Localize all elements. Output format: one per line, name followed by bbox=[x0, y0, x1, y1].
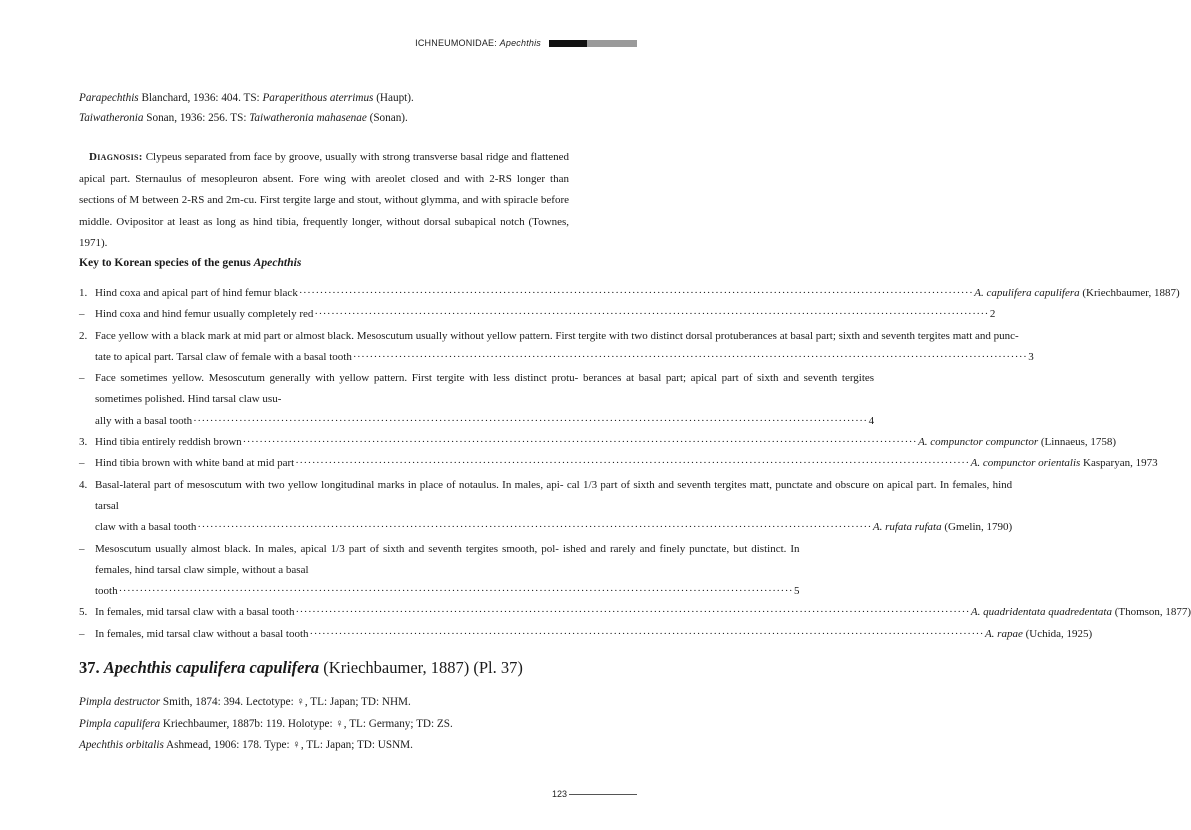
page-number: 123 bbox=[552, 789, 568, 799]
key-couplet: 4. Basal-lateral part of mesoscutum with two yellow longitudinal marks in place of notaulus. In males, api- cal 1/3 part of sixth and seventh tergites matt, punctate and obscure on apical part. In females, hind tarsal claw with a basal tooth ····· A. rufata rufata (Gmelin, 1790) bbox=[79, 475, 569, 539]
synonym-list-bottom bbox=[79, 692, 569, 757]
diagnosis-label: Diagnosis: bbox=[89, 151, 143, 163]
key-couplet: – Mesoscutum usually almost black. In males, apical 1/3 part of sixth and seventh tergites smooth, pol- ished and rarely and finely punctate, but distinct. In females, hind tarsal claw simple, without a basal tooth ····· 5 bbox=[79, 539, 569, 603]
synonym-line: Pimpla destructor Smith, 1874: 394. Lectotype: ♀, TL: Japan; TD: NHM. bbox=[79, 696, 411, 708]
key-title: Key to Korean species of the genus Apechthis bbox=[79, 256, 302, 269]
footer-rule bbox=[569, 794, 637, 795]
diagnosis-text: Clypeus separated from face by groove, usually with strong transverse basal ridge and flattened apical part. Sternaulus of mesopleuron absent. Fore wing with areolet closed and with 2-RS longer than sections of M between 2-RS and 2m-cu. First tergite large and stout, without glymma, and with spiracle before middle. Ovipositor at least as long as hind tibia, frequently longer, without dorsal subapical notch (Townes, 1971). bbox=[79, 151, 569, 250]
key-couplet: – In females, mid tarsal claw without a basal tooth ····· A. rapae (Uchida, 1925) bbox=[79, 624, 569, 645]
identification-key bbox=[79, 283, 1191, 645]
synonym-line: Taiwatheronia Sonan, 1936: 256. TS: Taiwatheronia mahasenae (Sonan). bbox=[79, 112, 408, 124]
key-couplet: 5. In females, mid tarsal claw with a basal tooth ····· A. quadridentata quadredentata (Thomson, 1877) bbox=[79, 602, 569, 623]
running-header-text: ICHNEUMONIDAE: Apechthis bbox=[415, 38, 541, 48]
synonym-list-top bbox=[79, 88, 569, 128]
key-couplet: 1. Hind coxa and apical part of hind femur black ····· A. capulifera capulifera (Kriechbaumer, 1887) bbox=[79, 283, 569, 304]
synonym-line: Pimpla capulifera Kriechbaumer, 1887b: 119. Holotype: ♀, TL: Germany; TD: ZS. bbox=[79, 717, 453, 730]
key-couplet: – Hind tibia brown with white band at mid part ····· A. compunctor orientalis Kasparyan, 1973 bbox=[79, 453, 569, 474]
diagnosis-paragraph bbox=[79, 147, 569, 255]
key-couplet: 2. Face yellow with a black mark at mid part or almost black. Mesoscutum usually without yellow pattern. First tergite with two distinct dorsal protuberances at basal part; sixth and seventh tergites matt and punc- tate to apical part. Tarsal claw of female with a basal tooth ····· 3 bbox=[79, 326, 569, 369]
header-bar-gray bbox=[587, 40, 637, 47]
header-bar-black bbox=[549, 40, 587, 47]
running-header bbox=[415, 36, 637, 50]
key-couplet: – Hind coxa and hind femur usually completely red ····· 2 bbox=[79, 304, 569, 325]
synonym-line: Apechthis orbitalis Ashmead, 1906: 178. Type: ♀, TL: Japan; TD: USNM. bbox=[79, 739, 413, 751]
key-couplet: – Face sometimes yellow. Mesoscutum generally with yellow pattern. First tergite with less distinct protu- berances at basal part; apical part of sixth and seventh tergites sometimes polished. Hind tarsal claw usu- ally with a basal tooth ····· 4 bbox=[79, 368, 569, 432]
species-heading: 37. Apechthis capulifera capulifera (Kriechbaumer, 1887) (Pl. 37) bbox=[79, 658, 523, 677]
synonym-line: Parapechthis Blanchard, 1936: 404. TS: Paraperithous aterrimus (Haupt). bbox=[79, 92, 414, 104]
key-couplet: 3. Hind tibia entirely reddish brown ····· A. compunctor compunctor (Linnaeus, 1758) bbox=[79, 432, 569, 453]
